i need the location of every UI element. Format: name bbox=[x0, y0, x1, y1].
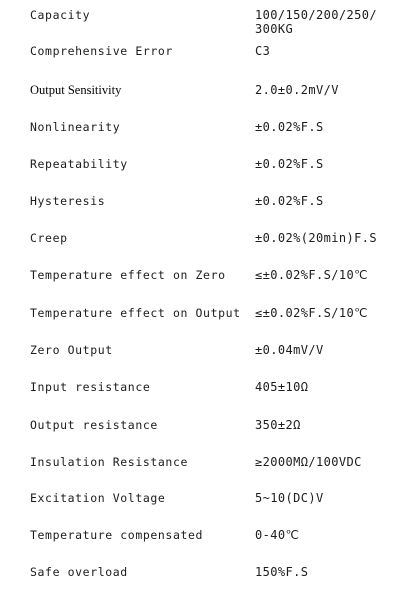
spec-value-line: ≥2000MΩ/100VDC bbox=[255, 455, 362, 469]
spec-value bbox=[255, 455, 362, 469]
spec-value bbox=[255, 268, 368, 282]
spec-row-comprehensive-error bbox=[0, 44, 417, 80]
spec-label: Insulation Resistance bbox=[30, 455, 188, 469]
spec-value-line: 2.0±0.2mV/V bbox=[255, 83, 339, 97]
spec-value-line: 0-40℃ bbox=[255, 528, 300, 542]
spec-label: Nonlinearity bbox=[30, 120, 121, 134]
spec-label: Safe overload bbox=[30, 565, 128, 579]
spec-value bbox=[255, 120, 324, 134]
spec-value bbox=[255, 418, 301, 432]
spec-value-line: ±0.02%(20min)F.S bbox=[255, 231, 377, 245]
spec-row-temperature-compensated bbox=[0, 528, 417, 564]
spec-value-line: 300KG bbox=[255, 22, 294, 36]
spec-row-capacity bbox=[0, 8, 417, 44]
spec-row-zero-output bbox=[0, 343, 417, 379]
spec-value-line: 150%F.S bbox=[255, 565, 309, 579]
spec-row-excitation-voltage bbox=[0, 491, 417, 527]
spec-value-line: 405±10Ω bbox=[255, 380, 309, 394]
spec-value bbox=[255, 44, 270, 58]
spec-value-line: ≤±0.02%F.S/10℃ bbox=[255, 306, 368, 320]
spec-value bbox=[255, 528, 299, 542]
spec-row-input-resistance bbox=[0, 380, 417, 416]
spec-value-line: 350±2Ω bbox=[255, 418, 301, 432]
spec-row-insulation-resistance bbox=[0, 455, 417, 491]
spec-row-safe-overload bbox=[0, 565, 417, 601]
spec-label: Creep bbox=[30, 231, 68, 245]
spec-value bbox=[255, 380, 308, 394]
spec-row-output-resistance bbox=[0, 418, 417, 454]
spec-row-temperature-effect-output bbox=[0, 306, 417, 342]
spec-label: Hysteresis bbox=[30, 194, 106, 208]
spec-row-hysteresis bbox=[0, 194, 417, 230]
spec-label: Excitation Voltage bbox=[30, 491, 166, 505]
spec-value bbox=[255, 343, 324, 357]
spec-label: Output Sensitivity bbox=[30, 83, 122, 97]
spec-value-line: ±0.02%F.S bbox=[255, 157, 324, 171]
spec-label: Temperature effect on Output bbox=[30, 306, 241, 320]
spec-label: Input resistance bbox=[30, 380, 151, 394]
spec-value-line: ±0.04mV/V bbox=[255, 343, 324, 357]
spec-value bbox=[255, 8, 377, 36]
spec-row-repeatability bbox=[0, 157, 417, 193]
spec-value-line: C3 bbox=[255, 44, 271, 58]
spec-label: Capacity bbox=[30, 8, 91, 22]
spec-value bbox=[255, 83, 339, 97]
spec-value bbox=[255, 491, 324, 505]
spec-value bbox=[255, 565, 308, 579]
spec-value bbox=[255, 306, 368, 320]
spec-value bbox=[255, 194, 324, 208]
spec-row-creep bbox=[0, 231, 417, 267]
spec-label: Zero Output bbox=[30, 343, 113, 357]
spec-row-output-sensitivity bbox=[0, 83, 417, 119]
spec-value bbox=[255, 157, 324, 171]
spec-label: Temperature effect on Zero bbox=[30, 268, 226, 282]
spec-row-temperature-effect-zero bbox=[0, 268, 417, 304]
spec-row-nonlinearity bbox=[0, 120, 417, 156]
spec-value-line: ≤±0.02%F.S/10℃ bbox=[255, 268, 368, 282]
spec-label: Temperature compensated bbox=[30, 528, 204, 542]
spec-value-line: ±0.02%F.S bbox=[255, 194, 324, 208]
spec-label: Repeatability bbox=[30, 157, 128, 171]
spec-value bbox=[255, 231, 377, 245]
spec-label: Comprehensive Error bbox=[30, 44, 173, 58]
spec-value-line: 100/150/200/250/ bbox=[255, 8, 377, 22]
spec-value-line: ±0.02%F.S bbox=[255, 120, 324, 134]
spec-label: Output resistance bbox=[30, 418, 158, 432]
spec-value-line: 5~10(DC)V bbox=[255, 491, 324, 505]
